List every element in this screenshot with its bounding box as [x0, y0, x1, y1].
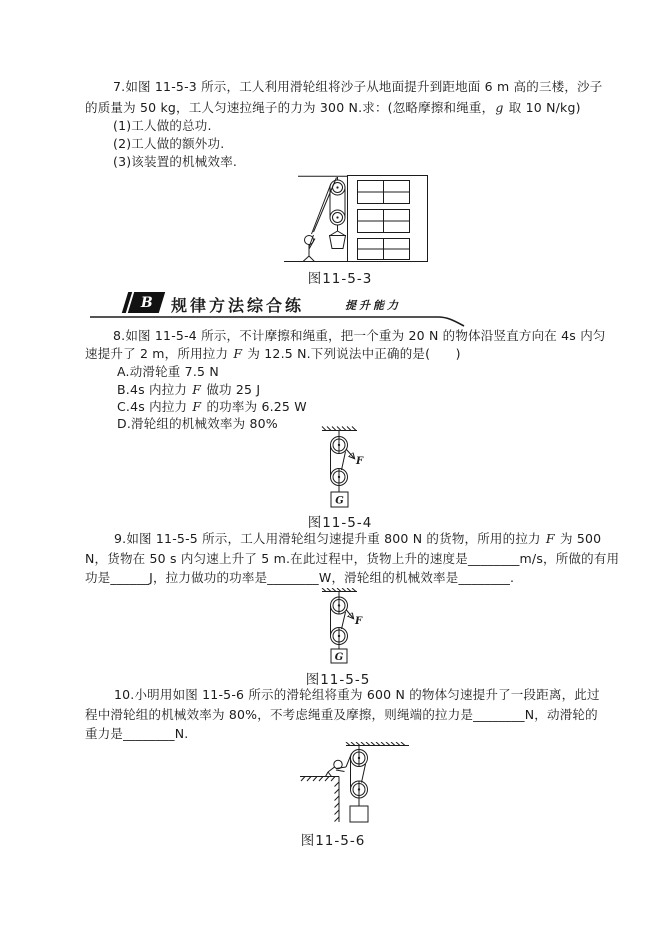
- figure-11-5-4-pulley-diagram: [310, 426, 390, 512]
- rope-strand: [342, 452, 346, 471]
- sand-bucket-icon: [330, 231, 346, 249]
- figure-caption-11-5-4: 图11-5-4: [307, 515, 373, 531]
- force-arrow: [346, 449, 354, 458]
- force-label-f: F: [355, 616, 363, 627]
- q8-line-1: 8.如图 11-5-4 所示，不计摩擦和绳重，把一个重为 20 N 的物体沿竖直方向在 4s 内匀: [113, 328, 606, 343]
- figure-11-5-5-pulley-diagram: [310, 588, 390, 667]
- q9-line-2: N，货物在 50 s 内匀速上升了 5 m.在此过程中，货物上升的速度是________m/s，所做的有用: [85, 551, 620, 566]
- q8-option-c-tail: 的功率为 6.25 W: [202, 399, 307, 414]
- q7-line-2-tail: 取 10 N/kg): [504, 100, 581, 115]
- q8-line-2-tail: 为 12.5 N.下列说法中正确的是( ): [243, 346, 461, 361]
- q8-f-symbol: F: [233, 346, 243, 361]
- q9-line-3: 功是______J，拉力做功的功率是________W，滑轮组的机械效率是________.: [85, 570, 515, 585]
- q7-item-1: (1)工人做的总功.: [113, 118, 212, 133]
- rope-strand: [342, 612, 346, 629]
- worker-figure: [326, 760, 347, 776]
- q8-option-d: D.滑轮组的机械效率为 80%: [117, 416, 278, 431]
- banner-b-icon: B: [126, 292, 165, 313]
- q8-option-c-text: C.4s 内拉力: [117, 399, 192, 414]
- q7-item-3: (3)该装置的机械效率.: [113, 154, 238, 169]
- q9-line-1-tail: 为 500: [555, 531, 602, 546]
- q8-line-2-text: 速提升了 2 m，所用拉力: [85, 346, 233, 361]
- figure-caption-11-5-5: 图11-5-5: [305, 672, 371, 688]
- building-windows: [358, 181, 410, 260]
- q7-line-2: [85, 100, 581, 115]
- figure-11-5-6-pulley-diagram: [293, 742, 420, 828]
- movable-pulley-icon: [351, 781, 368, 798]
- force-label-f: F: [356, 456, 364, 467]
- figure-caption-11-5-6: 图11-5-6: [300, 833, 366, 849]
- ceiling-hatch: [346, 742, 409, 746]
- movable-pulley-icon: [330, 210, 345, 231]
- figure-11-5-3-pulley-building-diagram: [283, 172, 435, 264]
- figure-caption-11-5-3: 图11-5-3: [307, 271, 373, 287]
- rope-strand: [362, 764, 366, 783]
- q9-f-symbol: F: [545, 531, 555, 546]
- q9-line-1: [114, 531, 601, 546]
- force-arrow: [346, 610, 353, 619]
- q8-line-2: [85, 346, 461, 361]
- q8-option-b-tail: 做功 25 J: [202, 382, 261, 397]
- weight-label-g: G: [335, 495, 344, 507]
- fixed-pulley-icon: [331, 431, 348, 454]
- q8-option-b: [117, 382, 260, 397]
- section-banner-tagline: 提升能力: [345, 299, 401, 312]
- fixed-pulley-icon: [331, 592, 348, 615]
- ceiling-hatch: [322, 588, 357, 592]
- movable-pulley-icon: [331, 628, 348, 645]
- q7-item-2: (2)工人做的额外功.: [113, 136, 225, 151]
- movable-pulley-icon: [331, 469, 348, 486]
- q8-option-c-f: F: [192, 399, 202, 414]
- q8-option-a: A.动滑轮重 7.5 N: [117, 364, 219, 379]
- q10-line-2: 程中滑轮组的机械效率为 80%，不考虑绳重及摩擦，则绳端的拉力是________N，动滑轮的: [85, 707, 598, 722]
- q7-g-symbol: g: [495, 100, 504, 115]
- fixed-pulley-icon: [351, 746, 368, 767]
- q7-line-1: 7.如图 11-5-3 所示，工人利用滑轮组将沙子从地面提升到距地面 6 m 高的三楼，沙子: [113, 79, 603, 94]
- q10-line-3: 重力是________N.: [85, 726, 189, 741]
- q8-option-c: [117, 399, 307, 414]
- ledge-ground-hatch: [300, 777, 339, 823]
- q9-line-1-text: 9.如图 11-5-5 所示，工人用滑轮组匀速提升重 800 N 的货物，所用的拉力: [114, 531, 545, 546]
- q7-line-2-text: 的质量为 50 kg，工人匀速拉绳子的力为 300 N.求：(忽略摩擦和绳重，: [85, 100, 495, 115]
- section-banner-title: 规律方法综合练: [171, 296, 305, 315]
- ceiling-hatch: [322, 427, 357, 431]
- fixed-pulley-icon: [330, 177, 345, 195]
- q8-option-b-f: F: [192, 382, 202, 397]
- weight-block: [350, 806, 368, 822]
- pull-rope: [312, 184, 332, 235]
- q10-line-1: 10.小明用如图 11-5-6 所示的滑轮组将重为 600 N 的物体匀速提升了一段距离，此过: [114, 687, 600, 702]
- worker-figure: [303, 235, 315, 262]
- q8-option-b-text: B.4s 内拉力: [117, 382, 192, 397]
- weight-label-g: G: [334, 652, 344, 663]
